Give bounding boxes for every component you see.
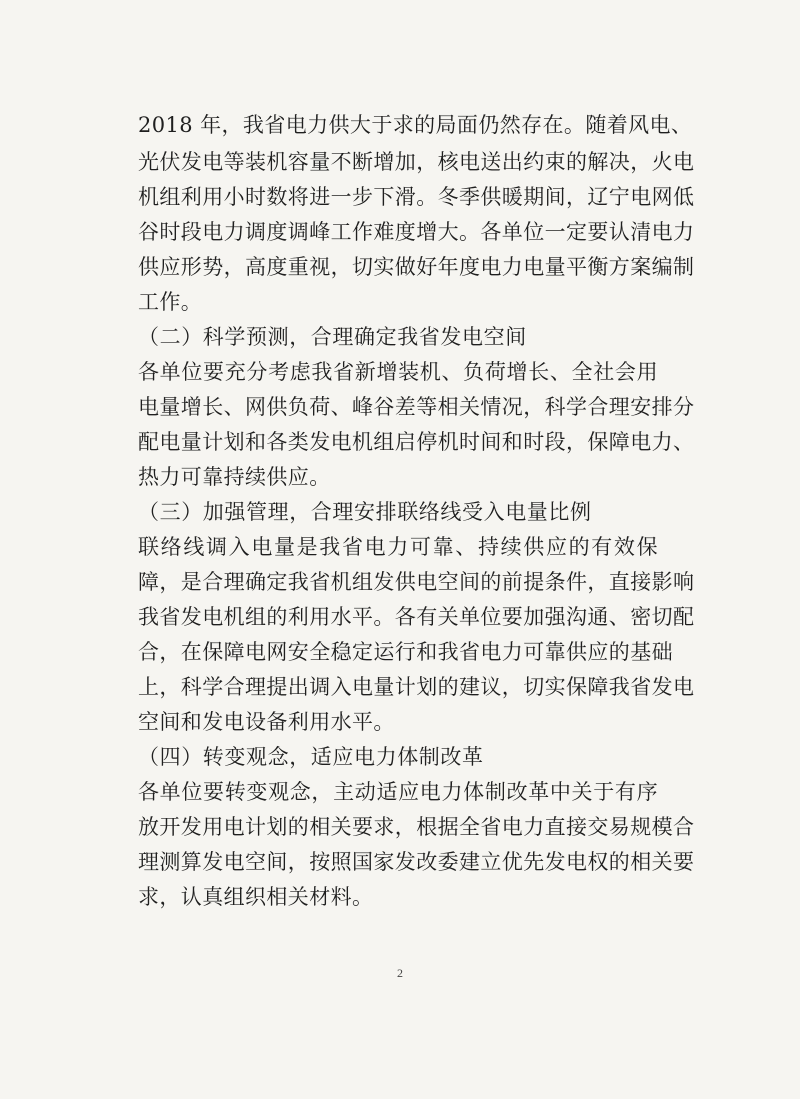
paragraph-line: 障，是合理确定我省机组发供电空间的前提条件，直接影响 — [138, 570, 695, 594]
paragraph-line: 热力可靠持续供应。 — [138, 465, 331, 489]
paragraph-line: 求，认真组织相关材料。 — [138, 885, 374, 909]
paragraph-line: 配电量计划和各类发电机组启停机时间和时段，保障电力、 — [138, 430, 695, 454]
paragraph-line: 谷时段电力调度调峰工作难度增大。各单位一定要认清电力 — [138, 220, 695, 244]
section-heading: （二）科学预测，合理确定我省发电空间 — [138, 325, 527, 349]
paragraph-line: 电量增长、网供负荷、峰谷差等相关情况，科学合理安排分 — [138, 395, 695, 419]
paragraph-line: 放开发用电计划的相关要求，根据全省电力直接交易规模合 — [138, 815, 695, 839]
paragraph-line: 理测算发电空间，按照国家发改委建立优先发电权的相关要 — [138, 850, 695, 874]
paragraph-line: 上，科学合理提出调入电量计划的建议，切实保障我省发电 — [138, 675, 695, 699]
paragraph-line: 机组利用小时数将进一步下滑。冬季供暖期间，辽宁电网低 — [138, 185, 695, 209]
paragraph-line: 2018 年，我省电力供大于求的局面仍然存在。随着风电、 — [138, 113, 693, 137]
paragraph-line: 合，在保障电网安全稳定运行和我省电力可靠供应的基础 — [138, 640, 673, 664]
page-number: 2 — [397, 966, 403, 980]
section-heading: （四）转变观念，适应电力体制改革 — [138, 745, 484, 769]
paragraph-line: 供应形势，高度重视，切实做好年度电力电量平衡方案编制 — [138, 255, 695, 279]
paragraph-line: 空间和发电设备利用水平。 — [138, 710, 395, 734]
paragraph-line: 工作。 — [138, 290, 203, 314]
section-heading: （三）加强管理，合理安排联络线受入电量比例 — [138, 500, 592, 524]
paragraph-line: 联络线调入电量是我省电力可靠、持续供应的有效保 — [138, 535, 658, 559]
paragraph-line: 各单位要充分考虑我省新增装机、负荷增长、全社会用 — [138, 360, 658, 384]
paragraph-line: 各单位要转变观念，主动适应电力体制改革中关于有序 — [138, 780, 658, 804]
paragraph-line: 我省发电机组的利用水平。各有关单位要加强沟通、密切配 — [138, 605, 695, 629]
paragraph-line: 光伏发电等装机容量不断增加，核电送出约束的解决，火电 — [138, 150, 695, 174]
